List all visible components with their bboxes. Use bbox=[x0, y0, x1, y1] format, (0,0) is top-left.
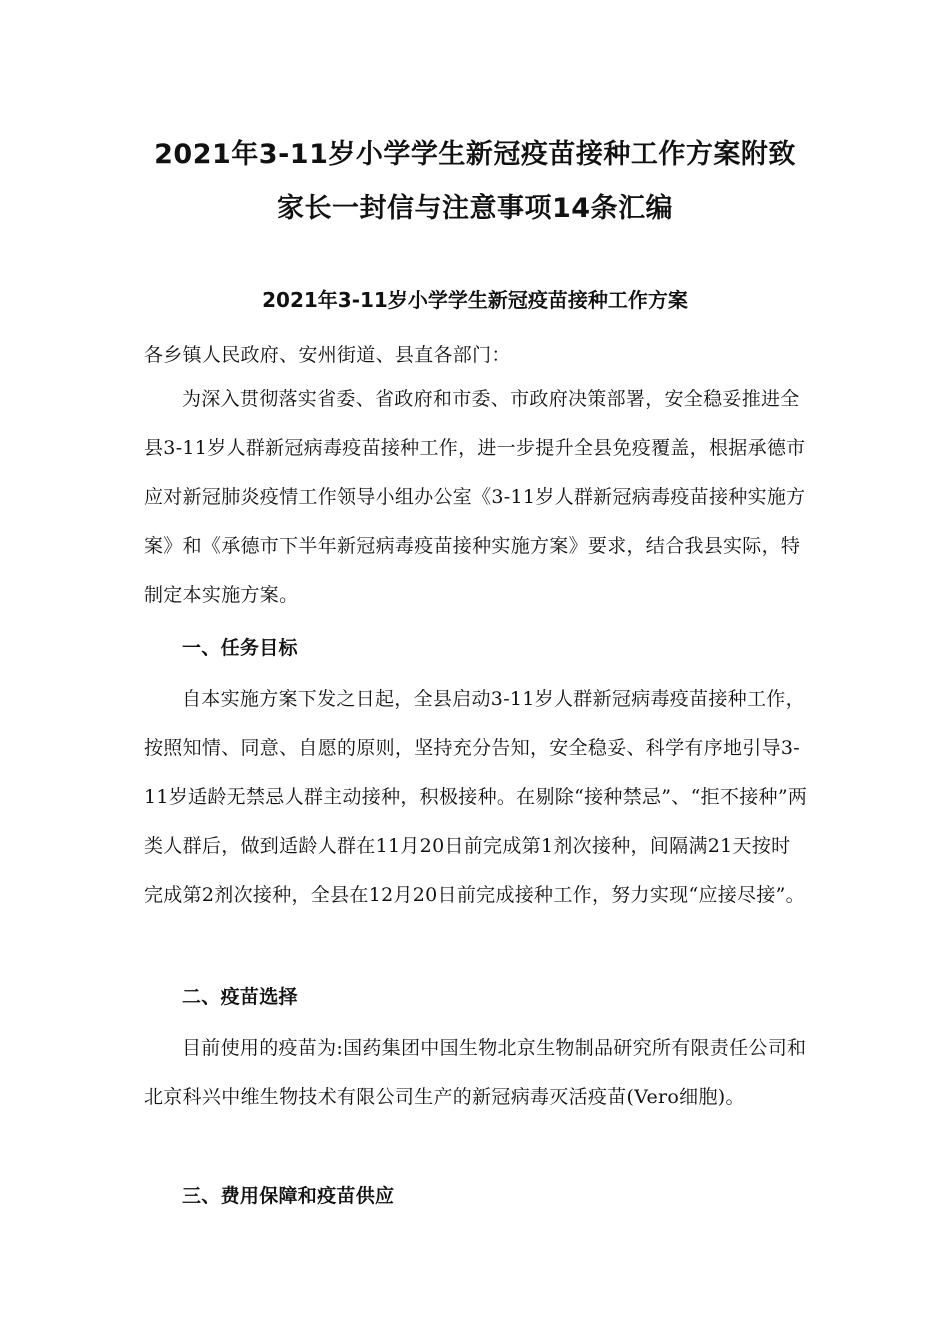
section-1-heading: 一、任务目标 bbox=[182, 637, 298, 659]
title-line-1: 2021年3-11岁小学学生新冠疫苗接种工作方案附致 bbox=[154, 139, 796, 170]
section-subtitle: 2021年3-11岁小学学生新冠疫苗接种工作方案 bbox=[262, 288, 688, 312]
section-3-heading: 三、费用保障和疫苗供应 bbox=[182, 1185, 395, 1207]
document-title bbox=[120, 128, 830, 236]
section-2-paragraph: 目前使用的疫苗为:国药集团中国生物北京生物制品研究所有限责任公司和北京科兴中维生物技术有限公司生产的新冠病毒灭活疫苗(Vero细胞)。 bbox=[144, 1037, 807, 1108]
intro-paragraph: 为深入贯彻落实省委、省政府和市委、市政府决策部署，安全稳妥推进全县3-11岁人群新冠病毒疫苗接种工作，进一步提升全县免疫覆盖，根据承德市应对新冠肺炎疫情工作领导小组办公室《3-11岁人群新冠病毒疫苗接种实施方案》和《承德市下半年新冠病毒疫苗接种实施方案》要求，结合我县实际，特制定本实施方案。 bbox=[144, 388, 806, 606]
title-line-2: 家长一封信与注意事项14条汇编 bbox=[276, 193, 674, 224]
salutation: 各乡镇人民政府、安州街道、县直各部门： bbox=[144, 344, 511, 366]
section-2-heading: 二、疫苗选择 bbox=[182, 986, 298, 1008]
section-1-paragraph: 自本实施方案下发之日起，全县启动3-11岁人群新冠病毒疫苗接种工作，按照知情、同意、自愿的原则，坚持充分告知，安全稳妥、科学有序地引导3-11岁适龄无禁忌人群主动接种，积极接种。在剔除“接种禁忌”、“拒不接种”两类人群后，做到适龄人群在11月20日前完成第1剂次接种，间隔满21天按时完成第2剂次接种，全县在12月20日前完成接种工作，努力实现“应接尽接”。 bbox=[144, 688, 808, 906]
